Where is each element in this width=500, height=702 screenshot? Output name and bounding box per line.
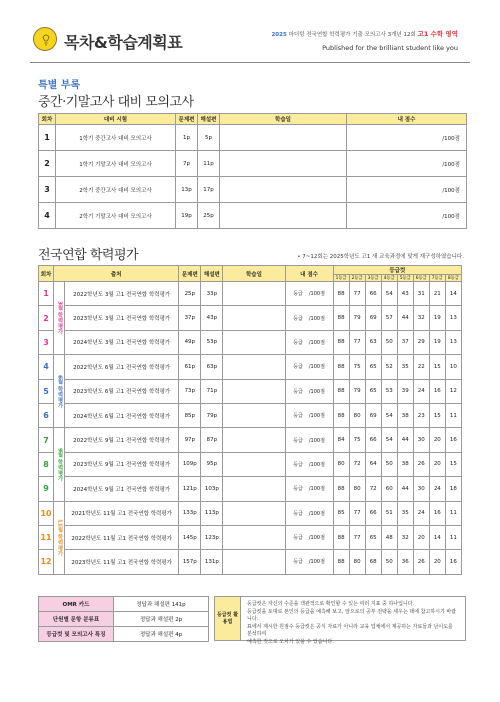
grade-cut: 19: [429, 330, 445, 354]
grade-cut: 57: [381, 306, 397, 330]
extra-label: 단원별 문항 분류표: [39, 612, 114, 627]
table-row: [39, 501, 462, 525]
row-source: 2022학년도 11월 고1 전국연합 학력평가: [65, 525, 179, 549]
grade-cut: 80: [349, 550, 365, 574]
row-exam: 2학기 중간고사 대비 모의고사: [56, 177, 176, 203]
row-date[interactable]: [223, 403, 285, 427]
grade-cut: 60: [381, 477, 397, 501]
row-answer-page: 113p: [201, 501, 223, 525]
row-no: 1: [39, 125, 56, 151]
row-question-page: 133p: [179, 501, 201, 525]
grade-cut: 52: [381, 355, 397, 379]
extra-row: [39, 612, 209, 627]
row-date[interactable]: [223, 330, 285, 354]
row-date[interactable]: [223, 355, 285, 379]
col-date: 학습일: [223, 266, 285, 282]
col-answer: 해설편: [198, 114, 220, 125]
row-question-page: 49p: [179, 330, 201, 354]
grade-cut: 32: [413, 306, 429, 330]
grade-cut: 69: [365, 403, 381, 427]
row-no: 11: [39, 525, 54, 549]
grade-cut: 65: [365, 379, 381, 403]
row-grade: 등급: [293, 461, 303, 468]
row-source: 2021학년도 11월 고1 전국연합 학력평가: [65, 501, 179, 525]
month-label: 6월 학력평가: [54, 355, 65, 428]
row-source: 2022학년도 6월 고1 전국연합 학력평가: [65, 355, 179, 379]
col-no: 회차: [39, 114, 56, 125]
row-score[interactable]: [285, 379, 333, 403]
table-row: [39, 477, 462, 501]
row-date[interactable]: [220, 125, 347, 151]
grade-cut: 23: [413, 403, 429, 427]
row-no: 5: [39, 379, 54, 403]
info-line: 등급컷을 토대로 본인의 등급을 예측해 보고, 앞으로의 공부 전략을 세우는 데에 참고하시기 바랍니다.: [247, 608, 457, 622]
row-date[interactable]: [220, 151, 347, 177]
info-line: 등급컷은 자신의 수준을 객관적으로 확인할 수 있는 여러 지표 중 하나입니다.: [247, 601, 415, 607]
grade-header: 3등급: [365, 275, 381, 282]
grade-cut: 72: [349, 452, 365, 476]
grade-cut: 35: [397, 355, 413, 379]
row-score[interactable]: [285, 525, 333, 549]
grade-cut: 19: [429, 306, 445, 330]
grade-header: 5등급: [397, 275, 413, 282]
grade-cut: 16: [445, 550, 461, 574]
grade-cut: 80: [349, 477, 365, 501]
national-note: • 7~12회는 2025학년도 고1 새 교육과정에 맞게 재구성하였습니다.: [297, 254, 464, 260]
grade-cut: 88: [333, 525, 349, 549]
grade-cut: 16: [429, 501, 445, 525]
row-answer-page: 95p: [201, 452, 223, 476]
grade-cut: 50: [381, 330, 397, 354]
special-table: [38, 113, 467, 229]
row-no: 6: [39, 403, 54, 427]
row-exam: 1학기 기말고사 대비 모의고사: [56, 151, 176, 177]
extra-value: 정답과 해설편 141p: [114, 597, 209, 612]
grade-cut: 80: [349, 403, 365, 427]
row-exam: 1학기 중간고사 대비 모의고사: [56, 125, 176, 151]
row-no: 10: [39, 501, 54, 525]
row-source: 2023학년도 11월 고1 전국연합 학력평가: [65, 550, 179, 574]
row-no: 9: [39, 477, 54, 501]
grade-cut: 15: [429, 355, 445, 379]
table-row: [39, 306, 462, 330]
grade-cut: 88: [333, 477, 349, 501]
grade-cut: 88: [333, 330, 349, 354]
lightbulb-icon: [33, 27, 57, 51]
special-header-row: [39, 114, 467, 125]
special-title: 중간·기말고사 대비 모의고사: [38, 95, 194, 110]
grade-cut: 26: [413, 452, 429, 476]
row-grade: 등급: [293, 437, 303, 444]
row-date[interactable]: [223, 306, 285, 330]
grade-cut: 79: [349, 379, 365, 403]
row-score[interactable]: [285, 501, 333, 525]
row-no: 2: [39, 151, 56, 177]
table-row: [39, 177, 467, 203]
grade-header: 7등급: [429, 275, 445, 282]
grade-cut: 54: [381, 403, 397, 427]
row-no: 7: [39, 428, 54, 452]
national-header-row: [39, 266, 462, 275]
row-score[interactable]: /100점: [347, 177, 467, 203]
grade-cut: 15: [445, 452, 461, 476]
row-score-value: /100점: [308, 486, 325, 493]
grade-cut: 53: [381, 379, 397, 403]
grade-cut: 69: [365, 306, 381, 330]
grade-cut: 75: [349, 355, 365, 379]
table-row: [39, 379, 462, 403]
row-score-value: /100점: [308, 364, 325, 371]
extra-row: [39, 627, 209, 642]
row-date[interactable]: [223, 452, 285, 476]
grade-cut: 77: [349, 525, 365, 549]
grade-cut: 26: [413, 550, 429, 574]
row-answer-page: 123p: [201, 525, 223, 549]
col-cut: 등급컷: [333, 266, 461, 275]
row-score[interactable]: [285, 355, 333, 379]
row-question-page: 157p: [179, 550, 201, 574]
header-divider: [30, 62, 470, 63]
grade-cut: 63: [365, 330, 381, 354]
row-grade: 등급: [293, 413, 303, 420]
grade-cut: 38: [397, 403, 413, 427]
row-no: 2: [39, 306, 54, 330]
row-no: 4: [39, 355, 54, 379]
row-score[interactable]: [285, 403, 333, 427]
row-score-value: /100점: [308, 437, 325, 444]
row-answer-page: 33p: [201, 282, 223, 306]
info-line: 표에서 제시한 원점수 등급컷은 공식 자료가 아니라 교육 업체에서 제공하는 자료들과 난이도를 분석하여: [247, 623, 453, 637]
national-table: [38, 265, 462, 575]
row-score-value: /100점: [308, 461, 325, 468]
extra-label: 등급컷 및 모의고사 특징: [39, 627, 114, 642]
grade-cut: 72: [365, 477, 381, 501]
exam-desc: 마더텅 전국연합 학력평가 기출 모의고사 3개년 12회: [288, 32, 416, 38]
row-date[interactable]: [223, 379, 285, 403]
grade-cut: 51: [381, 501, 397, 525]
row-score[interactable]: [285, 282, 333, 306]
row-score-value: /100점: [308, 339, 325, 346]
row-score[interactable]: [285, 477, 333, 501]
table-row: [39, 151, 467, 177]
row-question-page: 37p: [179, 306, 201, 330]
row-grade: 등급: [293, 559, 303, 566]
info-line: 예측한 것으로 오차가 있을 수 있습니다.: [247, 638, 334, 645]
row-grade: 등급: [293, 339, 303, 346]
row-score[interactable]: /100점: [347, 125, 467, 151]
row-question-page: 145p: [179, 525, 201, 549]
grade-cut: 10: [445, 355, 461, 379]
row-score-value: /100점: [308, 291, 325, 298]
grade-cut: 31: [413, 282, 429, 306]
row-answer-page: 71p: [201, 379, 223, 403]
grade-cut: 44: [397, 306, 413, 330]
col-answer: 해설편: [201, 266, 223, 282]
col-question: 문제편: [176, 114, 198, 125]
row-question-page: 109p: [179, 452, 201, 476]
row-score[interactable]: [285, 428, 333, 452]
grade-cut: 16: [429, 379, 445, 403]
grade-cut: 37: [397, 330, 413, 354]
table-row: [39, 355, 462, 379]
row-source: 2023학년도 9월 고1 전국연합 학력평가: [65, 452, 179, 476]
grade-header: 2등급: [349, 275, 365, 282]
row-score[interactable]: [285, 330, 333, 354]
grade-cut: 36: [397, 550, 413, 574]
row-date[interactable]: [223, 550, 285, 574]
page-title: 목차&학습계획표: [64, 33, 183, 52]
row-score[interactable]: [285, 306, 333, 330]
row-score[interactable]: [285, 452, 333, 476]
row-question-page: 85p: [179, 403, 201, 427]
grade-cut: 88: [333, 355, 349, 379]
grade-cut-info: [214, 596, 466, 645]
row-answer-page: 131p: [201, 550, 223, 574]
grade-cut: 21: [429, 282, 445, 306]
row-grade: 등급: [293, 388, 303, 395]
col-question: 문제편: [179, 266, 201, 282]
row-grade: 등급: [293, 364, 303, 371]
grade-cut: 14: [429, 525, 445, 549]
grade-cut: 50: [381, 452, 397, 476]
row-no: 8: [39, 452, 54, 476]
month-label: 11월 학력평가: [54, 501, 65, 574]
row-no: 4: [39, 203, 56, 229]
grade-cut: 20: [429, 550, 445, 574]
grade-cut: 14: [445, 282, 461, 306]
grade-cut: 66: [365, 428, 381, 452]
header: [0, 0, 500, 62]
grade-cut: 68: [365, 550, 381, 574]
extra-label: OMR 카드: [39, 597, 114, 612]
row-date[interactable]: [223, 525, 285, 549]
table-row: [39, 330, 462, 354]
table-row: [39, 550, 462, 574]
row-question-page: 121p: [179, 477, 201, 501]
grade-cut: 44: [397, 477, 413, 501]
grade-cut: 88: [333, 403, 349, 427]
row-source: 2024학년도 6월 고1 전국연합 학력평가: [65, 403, 179, 427]
month-label: 3월 학력평가: [54, 282, 65, 355]
grade-cut: 85: [333, 501, 349, 525]
exam-subtitle: [271, 29, 458, 38]
row-question-page: 7p: [176, 151, 198, 177]
grade-cut: 35: [397, 501, 413, 525]
row-answer-page: 11p: [198, 151, 220, 177]
grade-cut: 30: [413, 428, 429, 452]
info-text: [241, 597, 465, 645]
extras-table: [38, 596, 209, 642]
col-no: 회차: [39, 266, 54, 282]
row-score[interactable]: [285, 550, 333, 574]
grade-cut: 38: [397, 452, 413, 476]
grade-cut: 75: [349, 428, 365, 452]
grade-cut: 11: [445, 525, 461, 549]
table-row: [39, 428, 462, 452]
grade-cut: 24: [413, 501, 429, 525]
grade-cut: 20: [429, 428, 445, 452]
grade-cut: 15: [429, 403, 445, 427]
row-score[interactable]: /100점: [347, 151, 467, 177]
table-row: [39, 452, 462, 476]
grade-cut: 88: [333, 550, 349, 574]
col-source: 출처: [54, 266, 179, 282]
row-score-value: /100점: [308, 559, 325, 566]
grade-cut: 88: [333, 379, 349, 403]
row-question-page: 1p: [176, 125, 198, 151]
publisher-line: Published for the brilliant student like you: [322, 44, 458, 52]
grade-cut: 77: [349, 501, 365, 525]
row-source: 2024학년도 9월 고1 전국연합 학력평가: [65, 477, 179, 501]
grade-cut: 88: [333, 282, 349, 306]
grade-cut: 11: [445, 501, 461, 525]
row-answer-page: 53p: [201, 330, 223, 354]
national-title: 전국연합 학력평가: [38, 248, 139, 263]
row-question-page: 25p: [179, 282, 201, 306]
table-row: [39, 125, 467, 151]
row-source: 2023학년도 3월 고1 전국연합 학력평가: [65, 306, 179, 330]
row-source: 2022학년도 9월 고1 전국연합 학력평가: [65, 428, 179, 452]
col-date: 학습일: [220, 114, 347, 125]
row-date[interactable]: [223, 282, 285, 306]
grade-header: 1등급: [333, 275, 349, 282]
extra-value: 정답과 해설편 2p: [114, 612, 209, 627]
grade-cut: 20: [413, 525, 429, 549]
row-score-value: /100점: [308, 535, 325, 542]
special-label: 특별 부록: [38, 80, 81, 91]
grade-cut: 64: [365, 452, 381, 476]
grade-cut: 44: [397, 428, 413, 452]
row-question-page: 97p: [179, 428, 201, 452]
grade-cut: 50: [381, 550, 397, 574]
grade-cut: 88: [333, 306, 349, 330]
grade-cut: 11: [445, 403, 461, 427]
row-score-value: /100점: [308, 413, 325, 420]
row-no: 3: [39, 330, 54, 354]
national-body: [39, 282, 462, 575]
row-score-value: /100점: [308, 388, 325, 395]
table-row: [39, 203, 467, 229]
exam-grade: 고1 수학 영역: [417, 30, 458, 38]
col-score: 내 점수: [347, 114, 467, 125]
col-score: 내 점수: [285, 266, 333, 282]
grade-cut: 65: [365, 525, 381, 549]
grade-cut: 77: [349, 282, 365, 306]
row-answer-page: 17p: [198, 177, 220, 203]
row-grade: 등급: [293, 486, 303, 493]
row-answer-page: 43p: [201, 306, 223, 330]
grade-cut: 84: [333, 428, 349, 452]
row-score[interactable]: /100점: [347, 203, 467, 229]
row-grade: 등급: [293, 315, 303, 322]
grade-cut: 39: [397, 379, 413, 403]
row-date[interactable]: [223, 428, 285, 452]
row-exam: 2학기 기말고사 대비 모의고사: [56, 203, 176, 229]
grade-cut: 13: [445, 330, 461, 354]
row-date[interactable]: [220, 203, 347, 229]
row-no: 3: [39, 177, 56, 203]
grade-cut: 66: [365, 501, 381, 525]
grade-cut: 16: [445, 428, 461, 452]
grade-cut: 12: [445, 379, 461, 403]
grade-cut: 66: [365, 282, 381, 306]
grade-cut: 13: [445, 306, 461, 330]
grade-header: 8등급: [445, 275, 461, 282]
info-label: 등급컷 활용법: [215, 597, 241, 640]
month-label: 9월 학력평가: [54, 428, 65, 501]
grade-cut: 18: [445, 477, 461, 501]
row-question-page: 73p: [179, 379, 201, 403]
row-question-page: 61p: [179, 355, 201, 379]
grade-cut: 79: [349, 306, 365, 330]
row-score-value: /100점: [308, 315, 325, 322]
grade-cut: 54: [381, 428, 397, 452]
row-source: 2022학년도 3월 고1 전국연합 학력평가: [65, 282, 179, 306]
extra-row: [39, 597, 209, 612]
grade-header: 6등급: [413, 275, 429, 282]
grade-cut: 80: [333, 452, 349, 476]
col-exam: 대비 시험: [56, 114, 176, 125]
table-row: [39, 525, 462, 549]
row-date[interactable]: [223, 501, 285, 525]
row-answer-page: 5p: [198, 125, 220, 151]
row-source: 2023학년도 6월 고1 전국연합 학력평가: [65, 379, 179, 403]
exam-year: 2025: [271, 32, 287, 38]
row-date[interactable]: [220, 177, 347, 203]
row-source: 2024학년도 3월 고1 전국연합 학력평가: [65, 330, 179, 354]
grade-cut: 54: [381, 282, 397, 306]
grade-cut: 22: [413, 355, 429, 379]
row-no: 1: [39, 282, 54, 306]
grade-cut: 77: [349, 330, 365, 354]
table-row: [39, 403, 462, 427]
grade-cut: 30: [413, 477, 429, 501]
table-row: [39, 282, 462, 306]
grade-cut: 24: [429, 477, 445, 501]
row-no: 12: [39, 550, 54, 574]
row-question-page: 19p: [176, 203, 198, 229]
row-question-page: 13p: [176, 177, 198, 203]
grade-cut: 24: [413, 379, 429, 403]
grade-cut: 65: [365, 355, 381, 379]
row-score-value: /100점: [308, 510, 325, 517]
grade-cut: 32: [397, 525, 413, 549]
row-answer-page: 63p: [201, 355, 223, 379]
row-answer-page: 103p: [201, 477, 223, 501]
extra-value: 정답과 해설편 4p: [114, 627, 209, 642]
grade-cut: 43: [397, 282, 413, 306]
row-answer-page: 79p: [201, 403, 223, 427]
row-date[interactable]: [223, 477, 285, 501]
row-grade: 등급: [293, 535, 303, 542]
grade-cut: 48: [381, 525, 397, 549]
row-answer-page: 87p: [201, 428, 223, 452]
row-grade: 등급: [293, 510, 303, 517]
row-answer-page: 25p: [198, 203, 220, 229]
grade-header: 4등급: [381, 275, 397, 282]
grade-cut: 20: [429, 452, 445, 476]
grade-cut: 29: [413, 330, 429, 354]
row-grade: 등급: [293, 291, 303, 298]
